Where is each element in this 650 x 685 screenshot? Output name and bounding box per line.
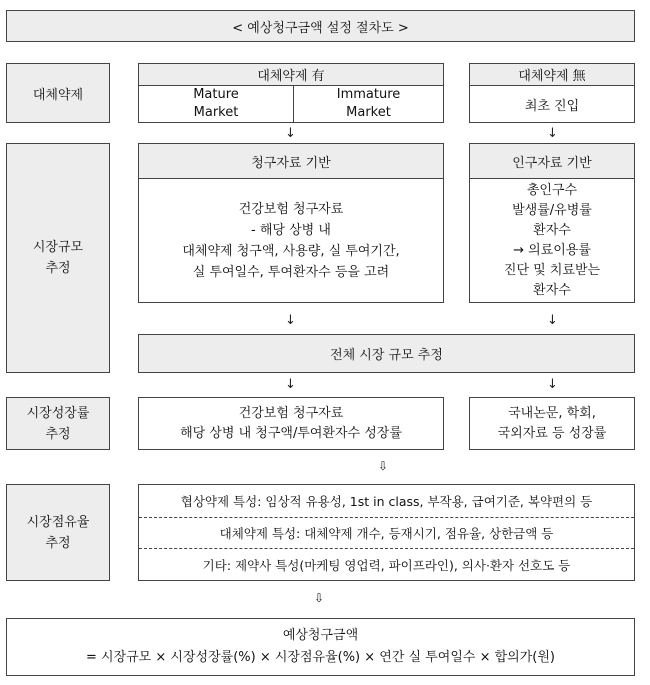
substitute-yes-box: [138, 63, 444, 123]
row-label-substitute-text: 대체약제: [32, 87, 84, 103]
share-substitute-text: 대체약제 특성: 대체약제 개수, 등재시기, 점유율, 상한금액 등: [219, 526, 554, 541]
substitute-no-header: [470, 64, 634, 86]
substitute-yes-header-text: 대체약제 有: [257, 69, 325, 84]
growth-literature-box: [469, 397, 635, 450]
population-line: 환자수: [533, 282, 571, 298]
population-line: 환자수: [533, 222, 571, 238]
hollow-arrow-down-icon: ⇩: [378, 459, 389, 473]
row-label-line: 추정: [45, 535, 71, 551]
claims-line: 대체약제 청구액, 사용량, 실 투여기간,: [182, 243, 400, 259]
population-line: 발생률/유병률: [512, 202, 592, 218]
row-label-share: [6, 484, 110, 581]
diagram-title: [6, 10, 635, 42]
share-substitute-line: [139, 518, 634, 548]
substitute-no-box: [469, 63, 635, 123]
first-entry-cell: [470, 86, 634, 122]
arrow-down-icon: ↓: [547, 126, 558, 141]
growth-claims-box: [138, 397, 444, 450]
population-line: 진단 및 치료받는: [503, 262, 601, 278]
expected-claim-amount-box: [6, 618, 635, 676]
growth-claims-line: 해당 상병 내 청구액/투여환자수 성장률: [180, 425, 402, 441]
population-based-header-text: 인구자료 기반: [512, 155, 592, 171]
share-other-text: 기타: 제약사 특성(마케팅 영업력, 파이프라인), 의사·환자 선호도 등: [202, 557, 571, 573]
mature-line: Market: [193, 105, 239, 120]
arrow-down-icon: ↓: [285, 313, 296, 328]
population-based-body: [470, 179, 634, 302]
row-label-line: 추정: [45, 261, 71, 276]
arrow-down-icon: ↓: [547, 377, 558, 392]
growth-literature-line: 국외자료 등 성장률: [497, 425, 607, 441]
claims-line: - 해당 상병 내: [251, 222, 331, 238]
row-label-line: 추정: [45, 426, 71, 442]
substitute-yes-header: [139, 64, 443, 86]
row-label-line: 시장점유율: [26, 514, 90, 530]
immature-line: Immature: [336, 87, 401, 102]
row-label-substitute: [6, 63, 110, 123]
share-negotiation-text: 협상약제 특성: 임상적 유용성, 1st in class, 부작용, 급여기준, 복약편의 등: [180, 494, 593, 509]
population-line: 총인구수: [526, 182, 578, 198]
growth-claims-line: 건강보험 청구자료: [238, 405, 344, 421]
claims-based-header: [139, 144, 443, 179]
diagram-title-text: < 예상청구금액 설정 절차도 >: [232, 20, 409, 36]
claims-based-box: [138, 143, 444, 303]
total-market-text: 전체 시장 규모 추정: [330, 348, 443, 363]
expected-claim-amount-formula: = 시장규모 × 시장성장률(%) × 시장점유율(%) × 연간 실 투여일수 × 합의가(원): [85, 650, 555, 665]
growth-literature-line: 국내논문, 학회,: [508, 405, 596, 421]
claims-based-header-text: 청구자료 기반: [251, 155, 331, 171]
substitute-no-header-text: 대체약제 無: [518, 69, 586, 84]
mature-market-cell: [139, 86, 294, 122]
mature-line: Mature: [193, 87, 239, 102]
population-based-box: [469, 143, 635, 303]
population-based-header: [470, 144, 634, 179]
first-entry-text: 최초 진입: [524, 98, 580, 114]
immature-line: Market: [346, 105, 391, 120]
claims-line: 건강보험 청구자료: [238, 201, 344, 217]
hollow-arrow-down-icon: ⇩: [314, 591, 325, 605]
row-label-line: 시장규모: [32, 240, 84, 255]
claims-based-body: [139, 179, 443, 302]
immature-market-cell: [294, 86, 443, 122]
arrow-down-icon: ↓: [547, 313, 558, 328]
total-market-box: [138, 334, 635, 373]
row-label-line: 시장성장률: [26, 405, 90, 421]
share-negotiation-line: [139, 485, 634, 517]
share-other-line: [139, 549, 634, 580]
arrow-down-icon: ↓: [285, 377, 296, 392]
arrow-down-icon: ↓: [285, 126, 296, 141]
row-label-market-size: [6, 143, 110, 373]
market-share-box: [138, 484, 635, 581]
expected-claim-amount-title: 예상청구금액: [282, 628, 359, 643]
row-label-growth: [6, 397, 110, 450]
population-line: → 의료이용률: [513, 242, 591, 258]
claims-line: 실 투여일수, 투여환자수 등을 고려: [192, 264, 390, 280]
